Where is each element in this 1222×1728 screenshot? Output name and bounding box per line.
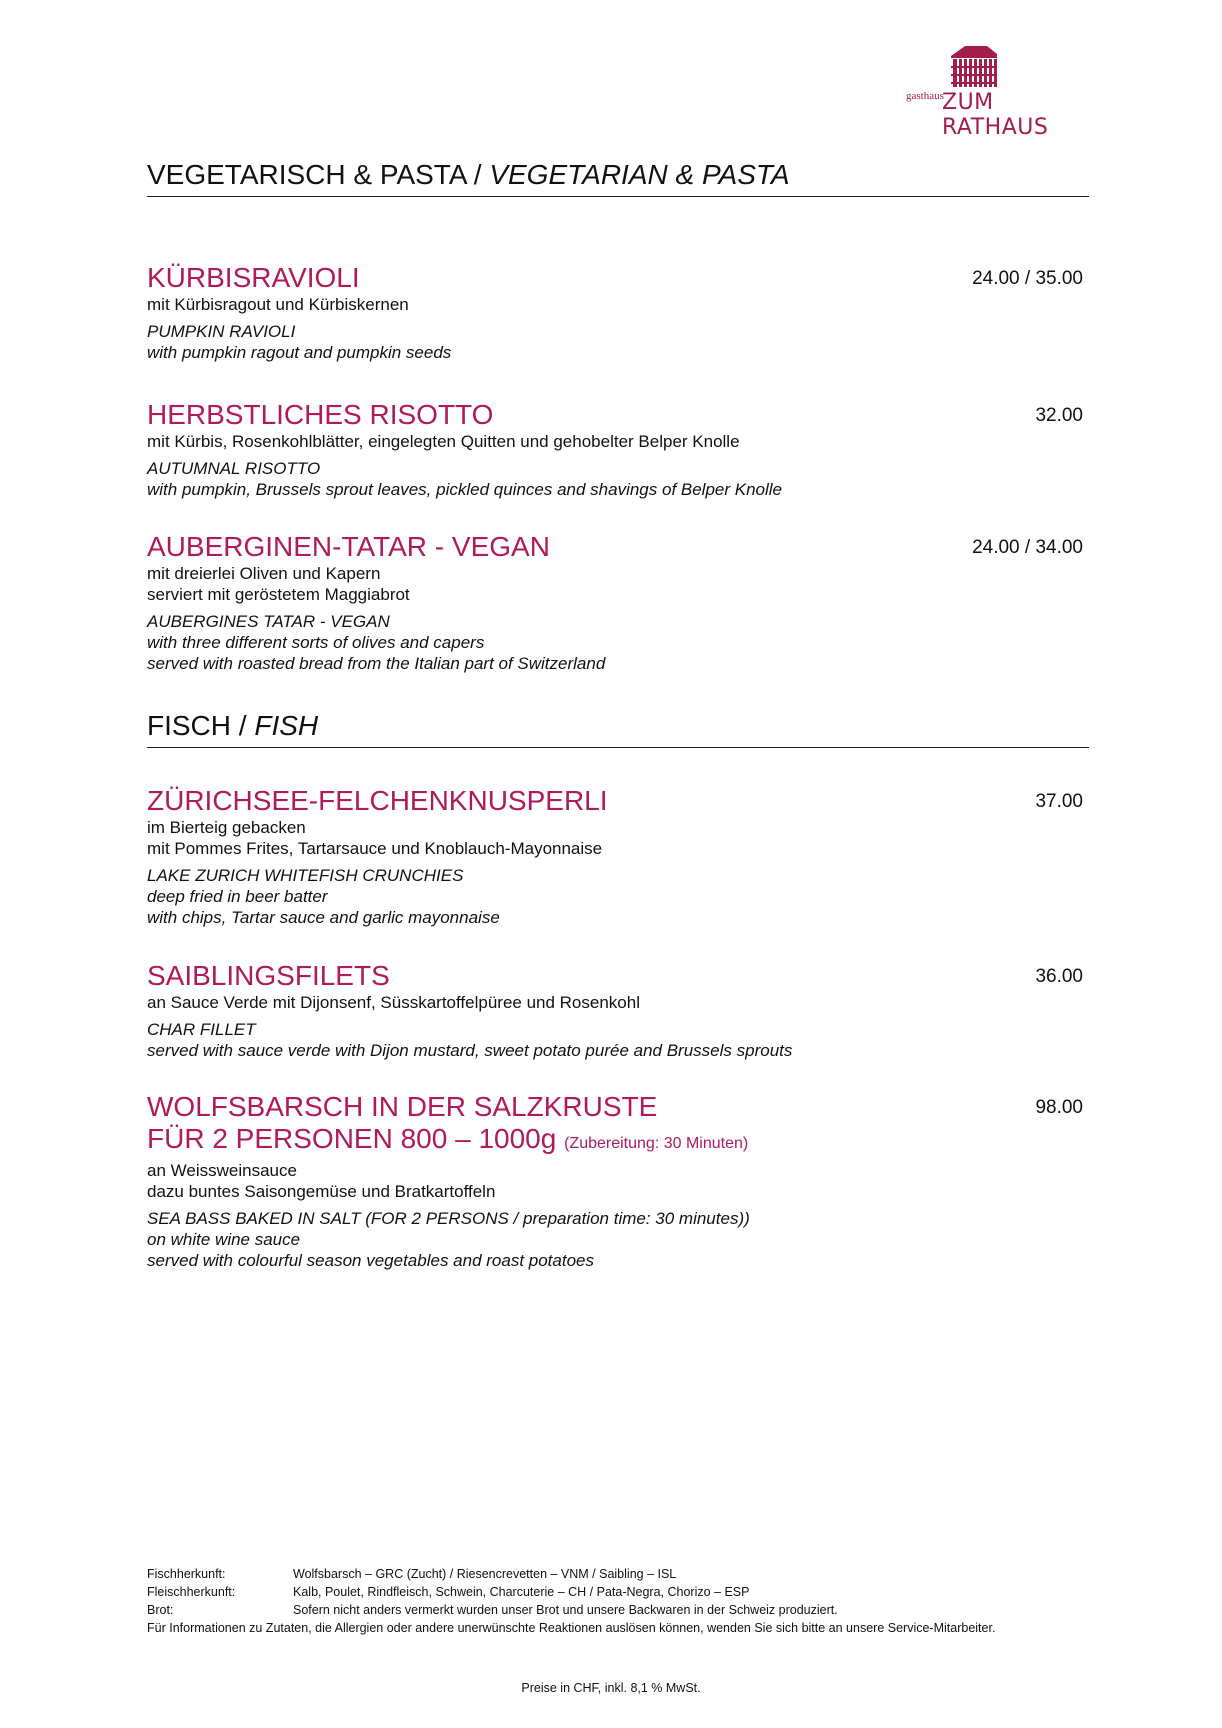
brand-small: gasthaus xyxy=(906,90,944,102)
menu-item xyxy=(147,960,1087,1061)
item-desc-en: on white wine sauce xyxy=(147,1230,301,1249)
section-title-de: VEGETARISCH & PASTA / xyxy=(147,159,490,190)
item-price: 24.00 / 34.00 xyxy=(972,537,1083,558)
footer-value: Sofern nicht anders vermerkt wurden unser Brot und unsere Backwaren in der Schweiz produziert. xyxy=(293,1603,838,1617)
footer-value: Kalb, Poulet, Rindfleisch, Schwein, Charcuterie – CH / Pata-Negra, Chorizo – ESP xyxy=(293,1585,750,1599)
item-desc-de: mit dreierlei Oliven und Kapern xyxy=(147,564,381,583)
item-name-en: LAKE ZURICH WHITEFISH CRUNCHIES xyxy=(147,866,464,885)
item-desc-de: im Bierteig gebacken xyxy=(147,818,306,837)
item-price: 37.00 xyxy=(1035,791,1083,812)
footer-label: Fischherkunft: xyxy=(147,1567,226,1581)
item-desc-en: served with roasted bread from the Italian part of Switzerland xyxy=(147,654,606,673)
footer-label: Fleischherkunft: xyxy=(147,1585,236,1599)
footer-row xyxy=(147,1601,1087,1619)
footer-notes xyxy=(147,1565,1087,1637)
brand-logo xyxy=(906,42,1102,140)
footer-value: Wolfsbarsch – GRC (Zucht) / Riesencrevetten – VNM / Saibling – ISL xyxy=(293,1567,677,1581)
item-name-en: AUBERGINES TATAR - VEGAN xyxy=(147,612,390,631)
item-name: KÜRBISRAVIOLI xyxy=(147,262,360,293)
item-name: SAIBLINGSFILETS xyxy=(147,960,390,991)
item-desc-en: with three different sorts of olives and capers xyxy=(147,633,485,652)
brand-name: ZUM RATHAUS xyxy=(942,90,1049,140)
item-desc-en: with chips, Tartar sauce and garlic mayonnaise xyxy=(147,908,500,927)
item-desc-de: an Weissweinsauce xyxy=(147,1161,297,1180)
item-desc-de: dazu buntes Saisongemüse und Bratkartoffeln xyxy=(147,1182,496,1201)
item-desc-en: deep fried in beer batter xyxy=(147,887,328,906)
menu-item xyxy=(147,531,1087,674)
section-title-fish xyxy=(147,709,1089,748)
item-name: AUBERGINEN-TATAR - VEGAN xyxy=(147,531,550,562)
item-desc-de: serviert mit geröstetem Maggiabrot xyxy=(147,585,410,604)
item-desc-de: mit Kürbisragout und Kürbiskernen xyxy=(147,295,409,314)
item-prep-note: (Zubereitung: 30 Minuten) xyxy=(564,1135,749,1152)
footer-row xyxy=(147,1583,1087,1601)
menu-item xyxy=(147,399,1087,500)
item-price: 98.00 xyxy=(1035,1097,1083,1118)
item-name-en: SEA BASS BAKED IN SALT (FOR 2 PERSONS / preparation time: 30 minutes)) xyxy=(147,1209,750,1228)
footer-allergy-info: Für Informationen zu Zutaten, die Allergien oder andere unerwünschte Reaktionen auslösen können, wenden Sie sich bitte an unsere Service-Mitarbeiter. xyxy=(147,1621,996,1635)
section-title-de: FISCH / xyxy=(147,710,255,741)
menu-item xyxy=(147,785,1087,928)
item-price: 32.00 xyxy=(1035,405,1083,426)
item-desc-de: mit Pommes Frites, Tartarsauce und Knoblauch-Mayonnaise xyxy=(147,839,603,858)
item-name-en: AUTUMNAL RISOTTO xyxy=(147,459,321,478)
menu-item xyxy=(147,262,1087,363)
item-name-line2 xyxy=(147,1123,1087,1160)
item-name: ZÜRICHSEE-FELCHENKNUSPERLI xyxy=(147,785,608,816)
section-title-en: VEGETARIAN & PASTA xyxy=(489,159,790,190)
menu-item xyxy=(147,1091,1087,1271)
building-logo-icon xyxy=(947,42,1003,88)
item-name-en: CHAR FILLET xyxy=(147,1020,256,1039)
item-name: HERBSTLICHES RISOTTO xyxy=(147,399,494,430)
item-desc-en: with pumpkin, Brussels sprout leaves, pickled quinces and shavings of Belper Knolle xyxy=(147,480,783,499)
item-desc-en: served with sauce verde with Dijon mustard, sweet potato purée and Brussels sprouts xyxy=(147,1041,793,1060)
section-title-vegetarian xyxy=(147,158,1089,197)
vat-note: Preise in CHF, inkl. 8,1 % MwSt. xyxy=(521,1681,701,1695)
footer-label: Brot: xyxy=(147,1603,174,1617)
item-desc-de: mit Kürbis, Rosenkohlblätter, eingelegten Quitten und gehobelter Belper Knolle xyxy=(147,432,740,451)
footer-row xyxy=(147,1565,1087,1583)
item-desc-de: an Sauce Verde mit Dijonsenf, Süsskartoffelpüree und Rosenkohl xyxy=(147,993,640,1012)
item-name: WOLFSBARSCH IN DER SALZKRUSTE xyxy=(147,1091,658,1122)
item-name-2: FÜR 2 PERSONEN 800 – 1000g xyxy=(147,1123,557,1154)
item-desc-en: with pumpkin ragout and pumpkin seeds xyxy=(147,343,452,362)
item-price: 36.00 xyxy=(1035,966,1083,987)
section-title-en: FISH xyxy=(254,710,319,741)
item-name-en: PUMPKIN RAVIOLI xyxy=(147,322,296,341)
item-desc-en: served with colourful season vegetables and roast potatoes xyxy=(147,1251,594,1270)
item-price: 24.00 / 35.00 xyxy=(972,268,1083,289)
